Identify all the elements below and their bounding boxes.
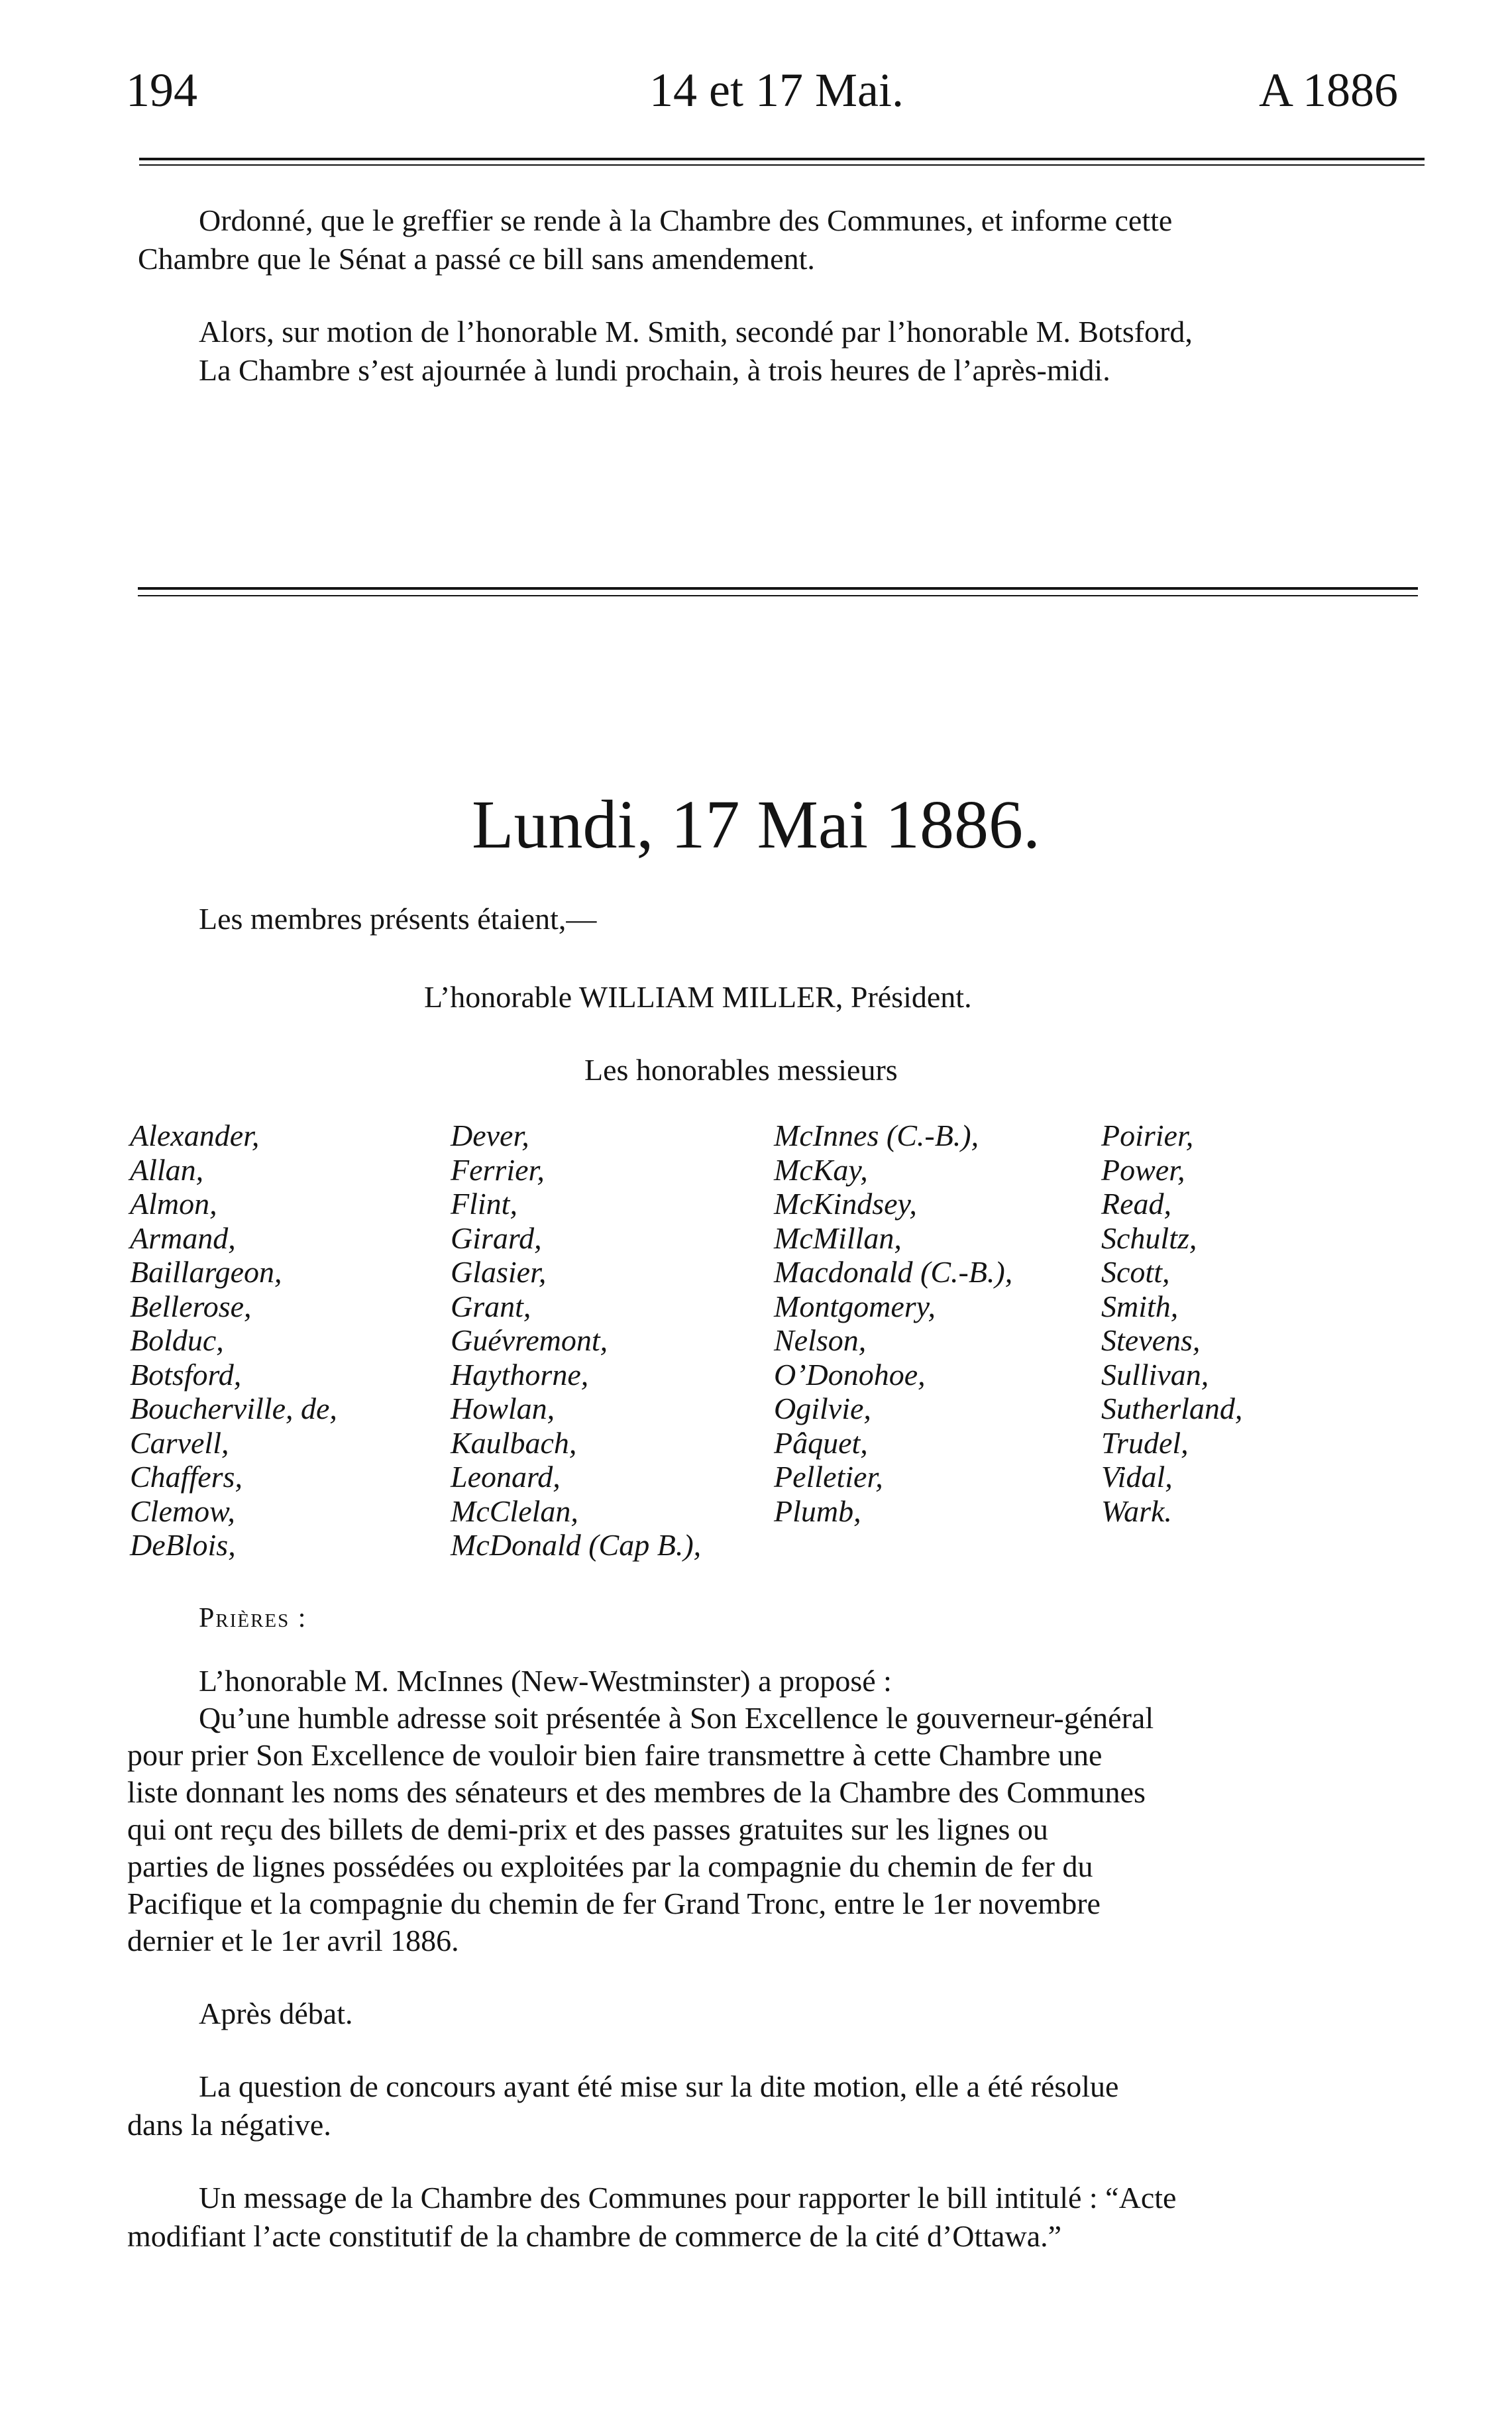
motion-line: parties de lignes possédées ou exploitées par la compagnie du chemin de fer du [127, 1849, 1093, 1883]
header-rule [139, 158, 1425, 160]
member-name: Stevens, [1101, 1323, 1201, 1357]
motion-line: pour prier Son Excellence de vouloir bien faire transmettre à cette Chambre une [127, 1738, 1103, 1772]
paragraph-motion-line1: Alors, sur motion de l’honorable M. Smith, secondé par l’honorable M. Botsford, [199, 315, 1193, 349]
members-intro: Les membres présents étaient,— [199, 902, 597, 936]
section-separator-rule [138, 587, 1418, 590]
page-number: 194 [126, 64, 197, 117]
member-name: Nelson, [774, 1323, 867, 1357]
member-name: Grant, [451, 1289, 531, 1323]
member-name: Bellerose, [130, 1289, 252, 1323]
message-line1: Un message de la Chambre des Communes pour rapporter le bill intitulé : “Acte [199, 2181, 1177, 2215]
member-name: McInnes (C.-B.), [774, 1119, 979, 1152]
motion-line: Pacifique et la compagnie du chemin de fer Grand Tronc, entre le 1er novembre [127, 1887, 1101, 1920]
member-name: Read, [1101, 1187, 1172, 1221]
result-line2: dans la négative. [127, 2108, 331, 2142]
member-name: Allan, [130, 1152, 204, 1187]
member-name: Armand, [130, 1221, 236, 1255]
member-name: Montgomery, [774, 1289, 936, 1323]
member-name: Sullivan, [1101, 1357, 1209, 1392]
member-name: Chaffers, [130, 1460, 243, 1494]
motion-line: dernier et le 1er avril 1886. [127, 1924, 459, 1957]
member-name: Leonard, [451, 1460, 561, 1494]
member-name: Clemow, [130, 1494, 235, 1528]
member-name: McKindsey, [774, 1187, 917, 1221]
member-name: Haythorne, [451, 1357, 589, 1392]
member-name: McKay, [774, 1152, 868, 1187]
motion-line: liste donnant les noms des sénateurs et des membres de la Chambre des Communes [127, 1775, 1146, 1809]
member-name: Trudel, [1101, 1425, 1189, 1460]
member-name: Vidal, [1101, 1460, 1173, 1494]
paragraph-ordonne-line1: Ordonné, que le greffier se rende à la Chambre des Communes, et informe cette [199, 203, 1173, 237]
member-name: Smith, [1101, 1289, 1179, 1323]
debate-line: Après débat. [199, 1997, 353, 2030]
running-header-year: A 1886 [1258, 64, 1398, 117]
message-line2: modifiant l’acte constitutif de la chambre de commerce de la cité d’Ottawa.” [127, 2219, 1062, 2253]
member-name: Pelletier, [774, 1460, 883, 1494]
member-name: Boucherville, de, [130, 1392, 337, 1425]
member-name: McMillan, [774, 1221, 902, 1255]
member-name: Wark. [1101, 1494, 1172, 1528]
member-name: Kaulbach, [451, 1425, 577, 1460]
member-name: Dever, [451, 1119, 529, 1152]
member-name: Ogilvie, [774, 1392, 871, 1425]
member-name: O’Donohoe, [774, 1357, 926, 1392]
members-column-2 [451, 1119, 701, 1562]
member-name: Glasier, [451, 1255, 547, 1289]
member-name: McClelan, [451, 1494, 578, 1528]
header-rule-thin [139, 164, 1425, 166]
motion-line: Qu’une humble adresse soit présentée à Son Excellence le gouverneur-général [199, 1701, 1154, 1735]
president-line: L’honorable WILLIAM MILLER, Président. [424, 980, 972, 1014]
paragraph-ordonne-line2: Chambre que le Sénat a passé ce bill sans amendement. [138, 242, 815, 276]
member-name: McDonald (Cap B.), [451, 1528, 702, 1562]
member-name: Howlan, [451, 1392, 555, 1425]
members-column-1 [130, 1119, 337, 1562]
member-name: Alexander, [130, 1119, 260, 1152]
sitting-title: Lundi, 17 Mai 1886. [472, 787, 1040, 863]
member-name: Macdonald (C.-B.), [774, 1255, 1013, 1289]
member-name: Girard, [451, 1221, 542, 1255]
member-name: Flint, [451, 1187, 517, 1221]
running-header-dates: 14 et 17 Mai. [649, 64, 904, 117]
member-name: Bolduc, [130, 1323, 224, 1357]
member-name: Sutherland, [1101, 1392, 1243, 1425]
member-name: Poirier, [1101, 1119, 1194, 1152]
honorables-heading: Les honorables messieurs [584, 1053, 898, 1087]
motion-line: qui ont reçu des billets de demi-prix et des passes gratuites sur les lignes ou [127, 1812, 1048, 1846]
member-name: Botsford, [130, 1357, 242, 1392]
member-name: Scott, [1101, 1255, 1170, 1289]
section-separator-rule-thin [138, 595, 1418, 596]
paragraph-motion-line2: La Chambre s’est ajournée à lundi prochain, à trois heures de l’après-midi. [199, 353, 1110, 387]
member-name: Power, [1101, 1152, 1185, 1187]
motion-intro: L’honorable M. McInnes (New-Westminster) a proposé : [199, 1664, 892, 1698]
members-column-3 [774, 1119, 1012, 1528]
member-name: Carvell, [130, 1425, 229, 1460]
member-name: Guévremont, [451, 1323, 608, 1357]
members-column-4 [1101, 1119, 1242, 1528]
member-name: Pâquet, [774, 1425, 868, 1460]
member-name: Schultz, [1101, 1221, 1197, 1255]
member-name: Ferrier, [451, 1152, 545, 1187]
member-name: Baillargeon, [130, 1255, 282, 1289]
member-name: DeBlois, [130, 1528, 236, 1562]
result-line1: La question de concours ayant été mise sur la dite motion, elle a été résolue [199, 2069, 1119, 2103]
member-name: Plumb, [774, 1494, 861, 1528]
prieres-heading: Prières : [199, 1603, 307, 1633]
member-name: Almon, [130, 1187, 217, 1221]
